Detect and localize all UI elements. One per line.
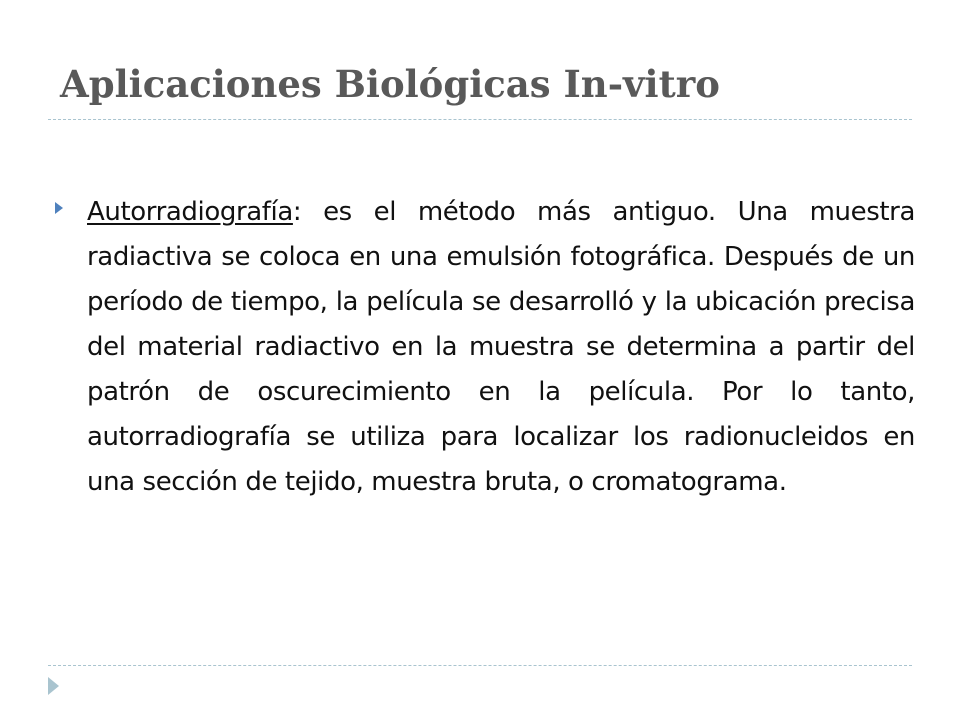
slide-content bbox=[55, 190, 915, 505]
slide-title: Aplicaciones Biológicas In-vitro bbox=[60, 62, 720, 106]
title-divider bbox=[48, 119, 912, 120]
bullet-body: : es el método más antiguo. Una muestra radiactiva se coloca en una emulsión fotográfica. Después de un período de tiempo, la película se desarrolló y la ubicación precisa del material radiactivo en la muestra se determina a partir del patrón de oscurecimiento en la película. Por lo tanto, autorradiografía se utiliza para localizar los radionucleidos en una sección de tejido, muestra bruta, o cromatograma. bbox=[87, 197, 915, 497]
footer-triangle-icon bbox=[48, 677, 59, 695]
footer-divider bbox=[48, 665, 912, 666]
bullet-item bbox=[55, 190, 915, 505]
bullet-term: Autorradiografía bbox=[87, 197, 293, 227]
bullet-triangle-icon bbox=[55, 202, 63, 214]
bullet-text bbox=[87, 190, 915, 505]
